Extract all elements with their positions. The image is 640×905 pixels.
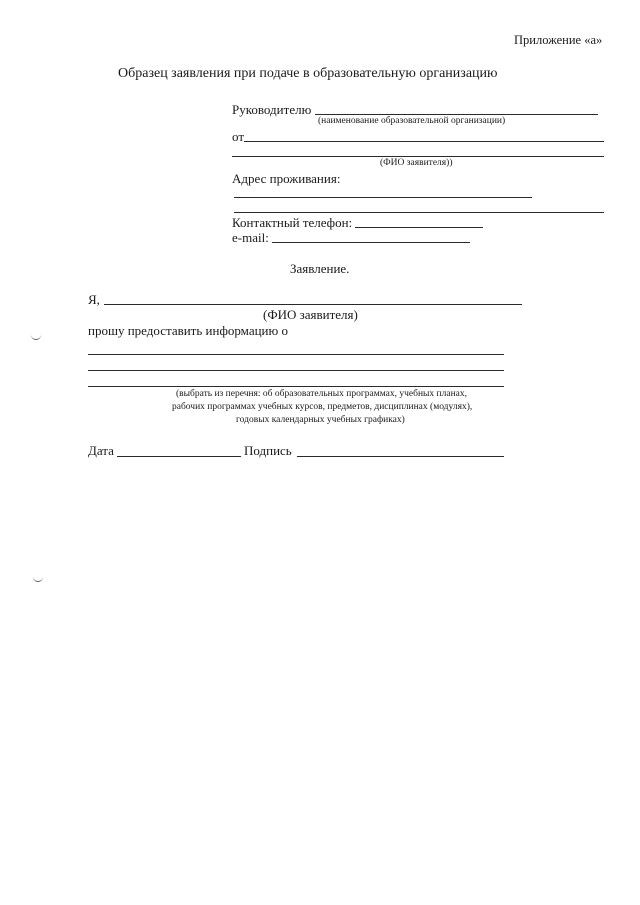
org-name-field-line[interactable]: [315, 114, 598, 115]
email-label: e-mail:: [232, 230, 269, 245]
request-text: прошу предоставить информацию о: [88, 323, 288, 338]
choice-hint-line-1: (выбрать из перечня: об образовательных программах, учебных планах,: [176, 389, 468, 399]
email-field-line[interactable]: [272, 242, 470, 243]
scan-mark: [33, 576, 43, 582]
request-field-line-3[interactable]: [88, 386, 504, 387]
date-field-line[interactable]: [117, 456, 241, 457]
address-field-line-1[interactable]: [234, 197, 532, 198]
from-label: от: [232, 129, 245, 144]
applicant-fio-hint: (ФИО заявителя): [263, 307, 358, 322]
org-name-hint: (наименование образовательной организации): [318, 116, 506, 126]
page-title: Образец заявления при подаче в образовательную организацию: [118, 66, 498, 81]
signature-field-line[interactable]: [297, 456, 504, 457]
applicant-name-field-line-2[interactable]: [232, 156, 604, 157]
request-field-line-1[interactable]: [88, 354, 504, 355]
to-label: Руководителю: [232, 102, 312, 117]
address-label: Адрес проживания:: [232, 171, 341, 186]
request-field-line-2[interactable]: [88, 370, 504, 371]
date-label: Дата: [88, 443, 114, 458]
phone-field-line[interactable]: [355, 227, 483, 228]
applicant-name-field-line-1[interactable]: [244, 141, 604, 142]
applicant-fio-field-line[interactable]: [104, 304, 522, 305]
address-field-line-2[interactable]: [234, 212, 604, 213]
signature-label: Подпись: [244, 443, 292, 458]
applicant-name-hint: (ФИО заявителя)): [380, 158, 453, 168]
statement-title: Заявление.: [290, 261, 350, 276]
appendix-label: Приложение «а»: [514, 33, 603, 47]
scan-mark: [31, 334, 41, 340]
choice-hint-line-2: рабочих программах учебных курсов, предметов, дисциплинах (модулях),: [172, 402, 473, 412]
i-label: Я,: [88, 292, 100, 307]
phone-label: Контактный телефон:: [232, 215, 353, 230]
choice-hint-line-3: годовых календарных учебных графиках): [236, 415, 405, 425]
